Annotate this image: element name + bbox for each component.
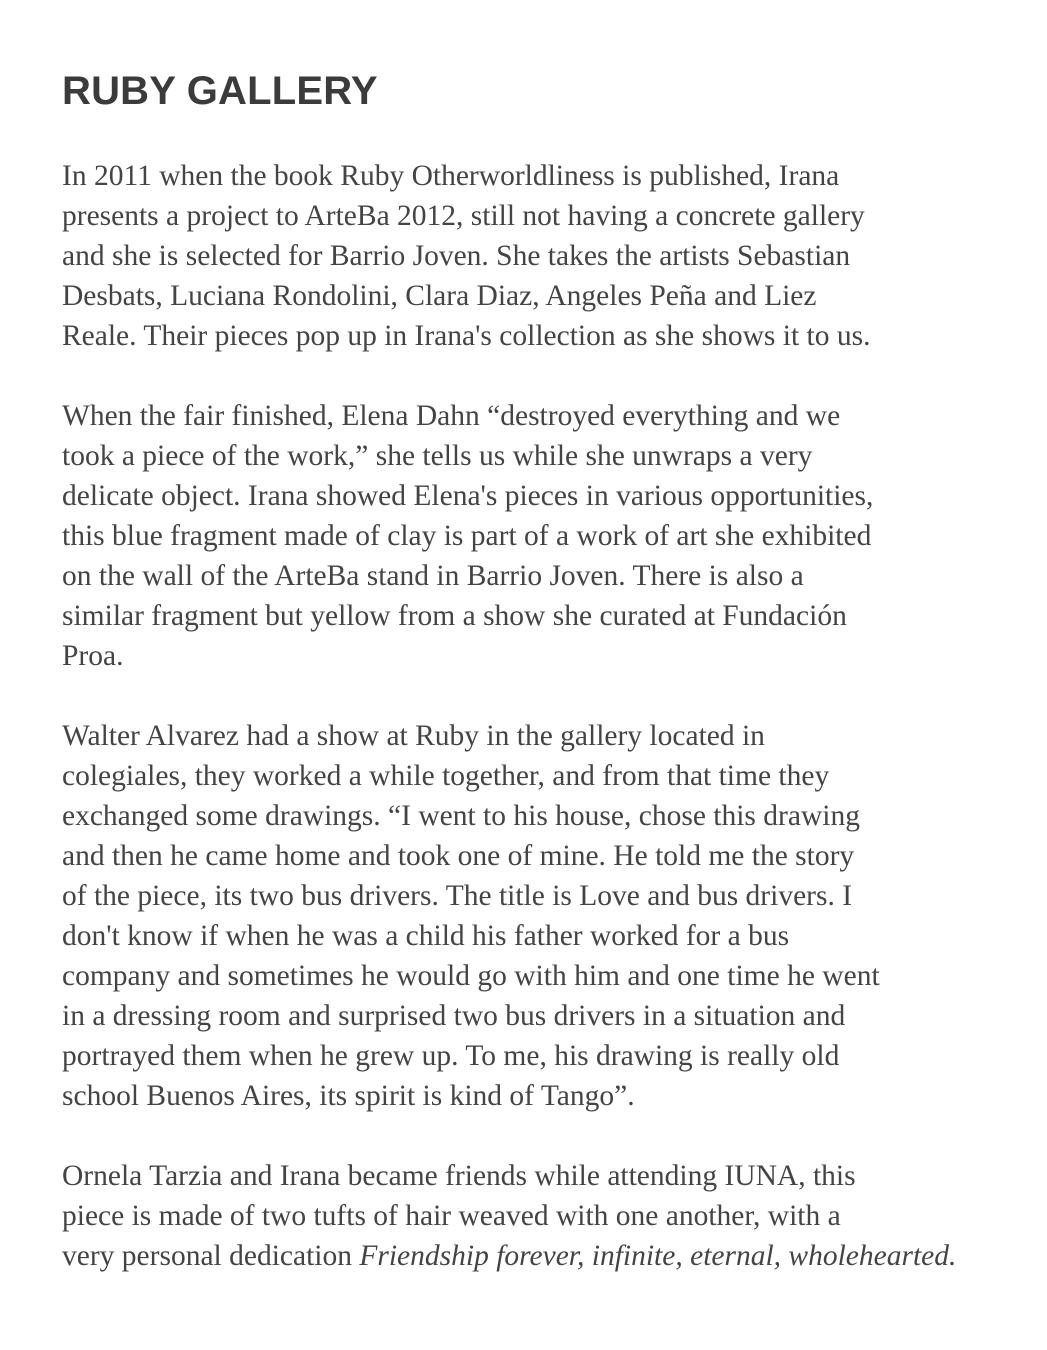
paragraph-ruby-otherworldliness: In 2011 when the book Ruby Otherworldliness is published, Irana presents a project to ArteBa 2012, still not having a concrete gallery and she is selected for Barrio Joven. She takes the artists Sebastian Desbats, Luciana Rondolini, Clara Diaz, Angeles Peña and Liez Reale. Their pieces pop up in Irana's collection as she shows it to us. [62, 160, 871, 352]
page-title: RUBY GALLERY [62, 69, 378, 113]
paragraph-ornela-tarzia-text: Ornela Tarzia and Irana became friends while attending IUNA, this piece is made of two tufts of hair weaved with one another, with a very personal dedication [62, 1160, 856, 1272]
paragraph-elena-dahn: When the fair finished, Elena Dahn “destroyed everything and we took a piece of the work,” she tells us while she unwraps a very delicate object. Irana showed Elena's pieces in various opportunities, this blue fragment made of clay is part of a work of art she exhibited on the wall of the ArteBa stand in Barrio Joven. There is also a similar fragment but yellow from a show she curated at Fundación Proa. [62, 400, 874, 672]
paragraph-ornela-tarzia [62, 1156, 1002, 1276]
paragraph-walter-alvarez: Walter Alvarez had a show at Ruby in the gallery located in colegiales, they worked a while together, and from that time they exchanged some drawings. “I went to his house, chose this drawing and then he came home and took one of mine. He told me the story of the piece, its two bus drivers. The title is Love and bus drivers. I don't know if when he was a child his father worked for a bus company and sometimes he would go with him and one time he went in a dressing room and surprised two bus drivers in a situation and portrayed them when he grew up. To me, his drawing is really old school Buenos Aires, its spirit is kind of Tango”. [62, 720, 880, 1112]
document-page [62, 66, 1002, 1316]
dedication-italic: Friendship forever, infinite, eternal, wholehearted. [359, 1240, 957, 1272]
